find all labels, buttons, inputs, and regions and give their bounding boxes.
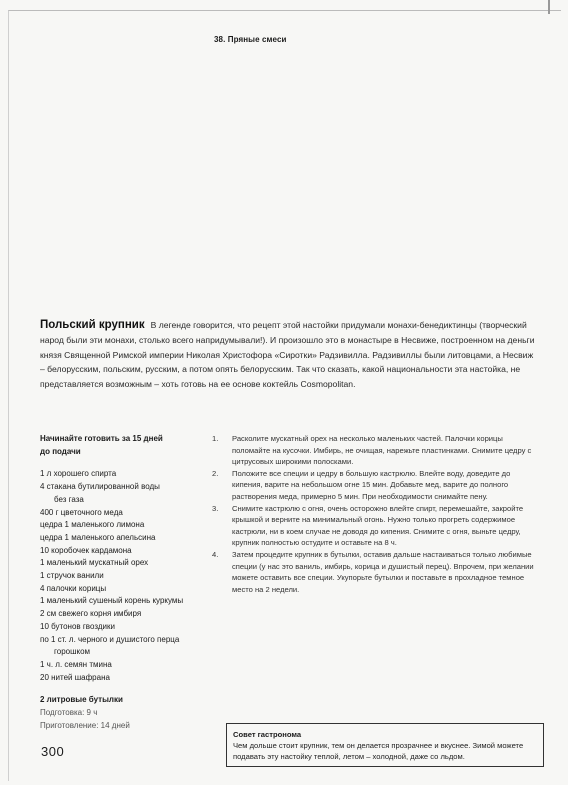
tip-box <box>226 723 544 767</box>
ingredient-item: 10 бутонов гвоздики <box>40 621 115 631</box>
method-step <box>212 433 542 468</box>
step-text: Расколите мускатный орех на несколько маленьких частей. Палочки корицы поломайте на кусочки. Имбирь, не очищая, нарежьте пластинками. Снимите цедру с цитрусовых широкими полосками. <box>232 434 532 467</box>
ingredient-item: 4 палочки корицы <box>40 583 107 593</box>
prep-time: Подготовка: 9 ч <box>40 708 98 718</box>
ingredient-item: 400 г цветочного меда <box>40 507 123 517</box>
ingredient-item: по 1 ст. л. черного и душистого перца <box>40 634 180 644</box>
step-text: Затем процедите крупник в бутылки, оставив дальше настаиваться только любимые специи (у нас это ваниль, имбирь, корица и душистый перец). Впрочем, при желании можете оставить все специи. Укупорьте бутылки и поставьте в прохладное темное место на 2 недели. <box>232 549 534 594</box>
step-number: 3. <box>212 503 219 513</box>
intro-text: В легенде говорится, что рецепт этой настойки придумали монахи-бенедиктинцы (творческий народ были эти монахи, столько всего напридумывали!). И произошло это в монастыре в Несвиже, построенном на деньги князя Священной Римской империи Николая Христофора «Сиротки» Радзивилла. Радзивиллы были литовцами, а Несвиж – белорусским, польским, русским, а потом опять белорусским. Так что сказать, какой национальности эта настойка, не представляется возможным – хоть готовь на ее основе коктейль Cosmopolitan. <box>40 320 535 390</box>
equipment-bottles: 2 литровые бутылки <box>40 695 123 705</box>
step-text: Положите все специи и цедру в большую кастрюлю. Влейте воду, доведите до кипения, варите на небольшом огне 15 мин. Добавьте мед, варите до полного растворения меда, примерно 5 мин. При необходимости снимайте пену. <box>232 468 511 501</box>
method-step <box>212 468 542 503</box>
recipe-title: Польский крупник <box>40 319 145 331</box>
scan-mark <box>548 0 550 14</box>
method-step <box>212 503 542 549</box>
ingredient-item: 1 л хорошего спирта <box>40 469 117 479</box>
ingredient-item: горошком <box>54 647 91 657</box>
step-number: 2. <box>212 468 219 478</box>
method-steps <box>212 433 542 595</box>
prep-heading-line-2: до подачи <box>40 446 81 456</box>
ingredient-item: 1 маленький сушеный корень куркумы <box>40 596 184 606</box>
ingredient-item: цедра 1 маленького апельсина <box>40 532 156 542</box>
step-number: 4. <box>212 549 219 559</box>
ingredients-column <box>40 433 218 732</box>
recipe-intro <box>40 318 540 392</box>
prep-heading <box>40 433 218 458</box>
step-number: 1. <box>212 434 219 443</box>
ingredient-item: 4 стакана бутилированной воды <box>40 482 160 492</box>
ingredient-item: цедра 1 маленького лимона <box>40 520 145 530</box>
ingredient-item: 10 коробочек кардамона <box>40 545 132 555</box>
ingredient-item: 1 маленький мускатный орех <box>40 558 149 568</box>
prep-heading-line-1: Начинайте готовить за 15 дней <box>40 434 163 443</box>
ingredient-item: 1 стручок ванили <box>40 571 104 581</box>
method-step <box>212 549 542 595</box>
tip-title: Совет гастронома <box>233 730 302 739</box>
ingredient-list <box>40 468 218 684</box>
tip-text: Чем дольше стоит крупник, тем он делается прозрачнее и вкуснее. Зимой можете подавать эту настойку теплой, летом – холодной, даже со льдом. <box>233 741 524 761</box>
ingredient-item: 20 нитей шафрана <box>40 672 110 682</box>
cook-time: Приготовление: 14 дней <box>40 720 130 730</box>
running-head: 38. Пряные смеси <box>214 35 287 44</box>
step-text: Снимите кастрюлю с огня, очень осторожно влейте спирт, перемешайте, закройте крышкой и верните на минимальный огонь. Нужно только прогреть содержимое кастрюли, ни в коем случае не доводя до кипения. Снимите с огня, выньте цедру, крупник полностью остудите и оставьте на 8 ч. <box>232 503 524 548</box>
page-number: 300 <box>41 744 65 759</box>
ingredient-item: без газа <box>54 494 84 504</box>
ingredient-item: 1 ч. л. семян тмина <box>40 659 112 669</box>
ingredient-item: 2 см свежего корня имбиря <box>40 609 142 619</box>
